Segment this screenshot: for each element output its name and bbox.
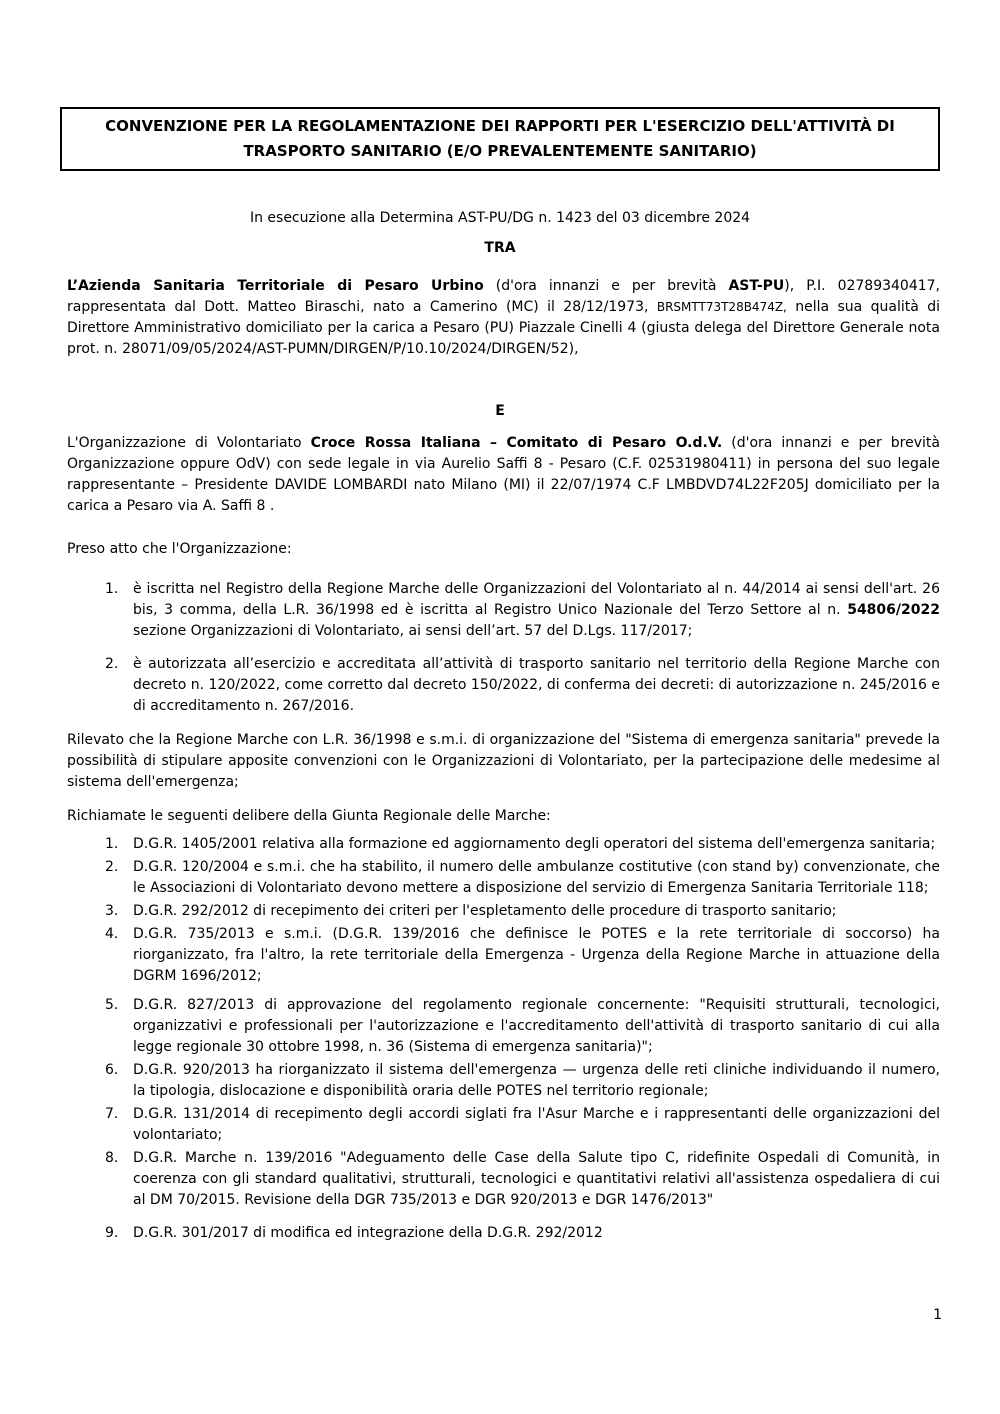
list-item-number: 2. <box>105 859 119 875</box>
richiamate-list <box>67 834 940 1244</box>
list-item-text: D.G.R. 920/2013 ha riorganizzato il sistema dell'emergenza — urgenza delle reti cliniche individuando il numero, la tipologia, dislocazione e disponibilità oraria delle POTES nel territorio regionale; <box>133 1062 940 1099</box>
list-item-number: 4. <box>105 926 119 942</box>
preso-atto-item-1-registry-number: 54806/2022 <box>847 602 940 618</box>
list-item-text: D.G.R. 1405/2001 relativa alla formazione ed aggiornamento degli operatori del sistema dell'emergenza sanitaria; <box>133 836 936 852</box>
heading-e: E <box>495 403 505 419</box>
list-item-text: D.G.R. 120/2004 e s.m.i. che ha stabilito, il numero delle ambulanze costitutive (con stand by) convenzionate, che le Associazioni di Volontariato devono mettere a disposizione del servizio di Emergenza Sanitaria Territoriale 118; <box>133 859 940 896</box>
preso-atto-intro: Preso atto che l'Organizzazione: <box>67 541 292 557</box>
list-item-number: 1. <box>105 836 119 852</box>
list-item-number: 2. <box>105 656 119 672</box>
richiamate-intro: Richiamate le seguenti delibere della Giunta Regionale delle Marche: <box>67 808 551 824</box>
preso-atto-item-1-after: sezione Organizzazioni di Volontariato, ai sensi dell’art. 57 del D.Lgs. 117/2017; <box>133 623 693 639</box>
list-item-text <box>133 579 940 642</box>
party-odv-tail: (d'ora innanzi e per brevità Organizzazione oppure OdV) con sede legale in via Aurelio Saffi 8 - Pesaro (C.F. 02531980411) in persona del suo legale rappresentante – Presidente DAVIDE LOMBARDI nato Milano (MI) il 22/07/1974 C.F LMBDVD74L22F205J domiciliato per la carica a Pesaro via A. Saffi 8 . <box>67 435 940 514</box>
list-item-number: 1. <box>105 581 119 597</box>
execution-line: In esecuzione alla Determina AST-PU/DG n. 1423 del 03 dicembre 2024 <box>249 210 751 226</box>
richiamate-item-5 <box>67 995 940 1058</box>
richiamate-item-1 <box>67 834 940 855</box>
document-title: CONVENZIONE PER LA REGOLAMENTAZIONE DEI RAPPORTI PER L'ESERCIZIO DELL'ATTIVITÀ DI TRASPORTO SANITARIO (E/O PREVALENTEMENTE SANITARIO) <box>105 117 895 160</box>
heading-tra: TRA <box>484 240 516 256</box>
list-item-number: 8. <box>105 1150 119 1166</box>
rilevato-paragraph: Rilevato che la Regione Marche con L.R. 36/1998 e s.m.i. di organizzazione del "Sistema di emergenza sanitaria" prevede la possibilità di stipulare apposite convenzioni con le Organizzazioni di Volontariato, per la partecipazione delle medesime al sistema dell'emergenza; <box>67 732 940 790</box>
preso-atto-item-1 <box>67 579 940 642</box>
party-odv-name: Croce Rossa Italiana – Comitato di Pesaro O.d.V. <box>310 435 723 451</box>
party-ast-fiscal-code: BRSMTT73T28B474Z, <box>656 300 787 314</box>
richiamate-item-2 <box>67 857 940 899</box>
list-item-text: D.G.R. 131/2014 di recepimento degli accordi siglati fra l'Asur Marche e i rappresentanti delle organizzazioni del volontariato; <box>133 1106 940 1143</box>
richiamate-item-3 <box>67 901 940 922</box>
richiamate-item-8 <box>67 1148 940 1211</box>
preso-atto-list <box>67 579 940 717</box>
party-ast-paragraph <box>67 276 940 360</box>
list-item-text: D.G.R. 735/2013 e s.m.i. (D.G.R. 139/2016 che definisce le POTES e la rete territoriale di soccorso) ha riorganizzato, fra l'altro, la rete territoriale della Emergenza - Urgenza della Regione Marche in attuazione della DGRM 1696/2012; <box>133 926 940 984</box>
richiamate-item-7 <box>67 1104 940 1146</box>
list-item-text: è autorizzata all’esercizio e accreditata all’attività di trasporto sanitario nel territorio della Regione Marche con decreto n. 120/2022, come corretto dal decreto 150/2022, di conferma dei decreti: di autorizzazione n. 245/2016 e di accreditamento n. 267/2016. <box>133 656 940 714</box>
list-item-number: 3. <box>105 903 119 919</box>
list-item-text: D.G.R. Marche n. 139/2016 "Adeguamento delle Case della Salute tipo C, ridefinite Ospedali di Comunità, in coerenza con gli standard qualitativi, strutturali, tecnologici e quantitativi relativi all'assistenza ospedaliera di cui al DM 70/2015. Revisione della DGR 735/2013 e DGR 920/2013 e DGR 1476/2013" <box>133 1150 940 1208</box>
list-item-text: D.G.R. 301/2017 di modifica ed integrazione della D.G.R. 292/2012 <box>133 1225 603 1241</box>
party-ast-name: L’Azienda Sanitaria Territoriale di Pesaro Urbino <box>67 278 484 294</box>
list-item-number: 6. <box>105 1062 119 1078</box>
document-title-box <box>60 107 940 171</box>
party-odv-paragraph <box>67 433 940 517</box>
list-item-number: 9. <box>105 1225 119 1241</box>
party-ast-after: ), P.I. 02789340417, rappresentata dal Dott. Matteo Biraschi, nato a Camerino (MC) il 28/12/1973, <box>67 278 941 315</box>
list-item-text: D.G.R. 827/2013 di approvazione del regolamento regionale concernente: "Requisiti strutturali, tecnologici, organizzativi e professionali per l'autorizzazione e l'accreditamento dell'attività di trasporto sanitario di cui alla legge regionale 30 ottobre 1998, n. 36 (Sistema di emergenza sanitaria)"; <box>133 997 940 1055</box>
richiamate-item-9 <box>67 1223 940 1244</box>
party-ast-tail: nella sua qualità di Direttore Amministrativo domiciliato per la carica a Pesaro (PU) Piazzale Cinelli 4 (giusta delega del Direttore Generale nota prot. n. 28071/09/05/2024/AST-PUMN/DIRGEN/P/10.10/2024/DIRGEN/52), <box>67 299 940 357</box>
preso-atto-item-2 <box>67 654 940 717</box>
list-item-text: D.G.R. 292/2012 di recepimento dei criteri per l'espletamento delle procedure di trasporto sanitario; <box>133 903 837 919</box>
list-item-number: 5. <box>105 997 119 1013</box>
list-item-number: 7. <box>105 1106 119 1122</box>
richiamate-item-6 <box>67 1060 940 1102</box>
party-ast-abbrev: AST-PU <box>728 278 785 294</box>
party-ast-mid: (d'ora innanzi e per brevità <box>483 278 729 294</box>
preso-atto-item-1-before: è iscritta nel Registro della Regione Marche delle Organizzazioni del Volontariato al n. 44/2014 ai sensi dell'art. 26 bis, 3 comma, della L.R. 36/1998 ed è iscritta al Registro Unico Nazionale del Terzo Settore al n. <box>133 581 940 618</box>
page-number: 1 <box>933 1307 942 1323</box>
richiamate-item-4 <box>67 924 940 987</box>
party-odv-lead: L'Organizzazione di Volontariato <box>67 435 311 451</box>
